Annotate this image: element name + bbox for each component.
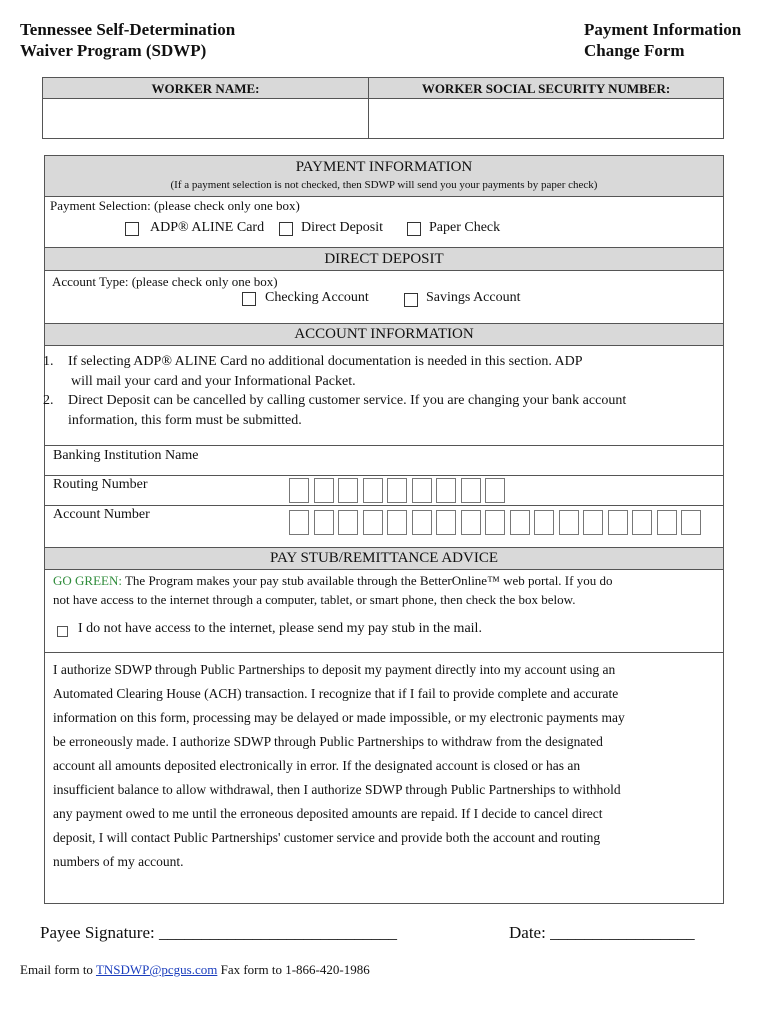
routing-number-label: Routing Number [53, 477, 148, 492]
account-info-item1-line1: If selecting ADP® ALINE Card no additional documentation is needed in this section. ADP [68, 354, 583, 369]
worker-ssn-label: WORKER SOCIAL SECURITY NUMBER: [369, 78, 723, 98]
aline-card-checkbox[interactable] [125, 222, 139, 236]
direct-deposit-label: Direct Deposit [301, 220, 384, 235]
date-label: Date: [509, 923, 546, 942]
digit-box[interactable] [412, 478, 432, 503]
account-info-item2-line1: Direct Deposit can be cancelled by calling customer service. If you are changing your bank account [68, 393, 627, 408]
digit-box[interactable] [632, 510, 652, 535]
paper-check-label: Paper Check [429, 220, 501, 235]
email-link[interactable]: TNSDWP@pcgus.com [95, 962, 218, 977]
account-number-label: Account Number [53, 507, 150, 522]
program-title-line1: Tennessee Self-Determination [20, 20, 236, 39]
payment-info-section [45, 156, 723, 196]
authorization-line: information on this form, processing may be delayed or made impossible, or my electronic payments may [53, 710, 625, 725]
no-internet-checkbox[interactable] [57, 626, 68, 637]
digit-box[interactable] [338, 478, 358, 503]
authorization-line: I authorize SDWP through Public Partnerships to deposit my payment directly into my account using an [53, 662, 616, 677]
signature-date[interactable] [509, 923, 695, 943]
form-title-line1: Payment Information [584, 20, 742, 39]
digit-box[interactable] [387, 478, 407, 503]
authorization-line: Automated Clearing House (ACH) transaction. I recognize that if I fail to provide complete and accurate [53, 686, 619, 701]
pay-stub-line1-text: The Program makes your pay stub available through the BetterOnline™ web portal. If you do [124, 573, 613, 588]
pay-stub-line2: not have access to the internet through a computer, tablet, or smart phone, then check the box below. [53, 592, 576, 607]
digit-box[interactable] [363, 478, 383, 503]
payment-selection-label: Payment Selection: (please check only one box) [50, 198, 300, 213]
digit-box[interactable] [608, 510, 628, 535]
pay-stub-title: PAY STUB/REMITTANCE ADVICE [45, 548, 723, 569]
direct-deposit-title: DIRECT DEPOSIT [45, 248, 723, 270]
account-info-item1-number: 1. [43, 354, 54, 369]
checking-account-checkbox[interactable] [242, 292, 256, 306]
digit-box[interactable] [657, 510, 677, 535]
authorization-line: numbers of my account. [53, 854, 184, 869]
account-info-item1-line2: will mail your card and your Informational Packet. [71, 374, 356, 389]
digit-box[interactable] [485, 510, 505, 535]
digit-box[interactable] [289, 478, 309, 503]
savings-account-label: Savings Account [426, 290, 521, 305]
digit-box[interactable] [681, 510, 701, 535]
bank-name-label: Banking Institution Name [53, 448, 199, 463]
aline-card-label: ADP® ALINE Card [150, 220, 265, 235]
authorization-line: deposit, I will contact Public Partnerships' customer service and provide both the account and routing [53, 830, 601, 845]
account-info-title: ACCOUNT INFORMATION [45, 324, 723, 345]
account-info-item2-number: 2. [43, 393, 54, 408]
account-type-label: Account Type: (please check only one box) [52, 274, 278, 289]
account-info-item2-line2: information, this form must be submitted. [68, 413, 302, 428]
pay-stub-line1 [53, 573, 612, 589]
digit-box[interactable] [363, 510, 383, 535]
payment-info-note: (If a payment selection is not checked, then SDWP will send you your payments by paper check) [170, 179, 598, 191]
payment-form-box [44, 155, 724, 904]
digit-box[interactable] [485, 478, 505, 503]
worker-ssn-field[interactable] [369, 98, 723, 139]
digit-box[interactable] [412, 510, 432, 535]
program-title [20, 19, 235, 61]
footer [20, 962, 370, 978]
no-internet-label: I do not have access to the internet, please send my pay stub in the mail. [78, 621, 482, 636]
digit-box[interactable] [314, 478, 334, 503]
checking-account-label: Checking Account [265, 290, 369, 305]
program-title-line2: Waiver Program (SDWP) [20, 41, 207, 60]
form-title-line2: Change Form [584, 41, 685, 60]
digit-box[interactable] [559, 510, 579, 535]
authorization-line: any payment owed to me until the erroneous deposited amounts are repaid. If I decide to cancel direct [53, 806, 603, 821]
payment-info-title: PAYMENT INFORMATION [295, 159, 473, 175]
worker-name-field[interactable] [43, 98, 369, 139]
digit-box[interactable] [387, 510, 407, 535]
form-title [584, 19, 741, 61]
authorization-line: account all amounts deposited electronically in error. If the designated account is closed or has an [53, 758, 581, 773]
digit-box[interactable] [583, 510, 603, 535]
email-prefix: Email form to [20, 962, 93, 977]
date-line: _________________ [550, 923, 695, 942]
direct-deposit-checkbox[interactable] [279, 222, 293, 236]
fax-text: Fax form to 1-866-420-1986 [220, 962, 370, 977]
digit-box[interactable] [436, 510, 456, 535]
payee-signature-label: Payee Signature: [40, 923, 155, 942]
authorization-line: be erroneously made. I authorize SDWP through Public Partnerships to withdraw from the designated [53, 734, 603, 749]
bank-name-field[interactable] [235, 448, 715, 468]
worker-table [42, 77, 724, 139]
paper-check-checkbox[interactable] [407, 222, 421, 236]
worker-name-label: WORKER NAME: [43, 78, 369, 98]
payee-signature[interactable] [40, 923, 397, 943]
payee-signature-line: ____________________________ [158, 923, 397, 942]
digit-box[interactable] [436, 478, 456, 503]
digit-box[interactable] [461, 510, 481, 535]
digit-box[interactable] [510, 510, 530, 535]
authorization-line: insufficient balance to allow withdrawal, then I authorize SDWP through Public Partnerships to withhold [53, 782, 621, 797]
digit-box[interactable] [338, 510, 358, 535]
digit-box[interactable] [534, 510, 554, 535]
savings-account-checkbox[interactable] [404, 293, 418, 307]
digit-box[interactable] [314, 510, 334, 535]
digit-box[interactable] [461, 478, 481, 503]
go-green-label: GO GREEN: [53, 573, 122, 588]
digit-box[interactable] [289, 510, 309, 535]
